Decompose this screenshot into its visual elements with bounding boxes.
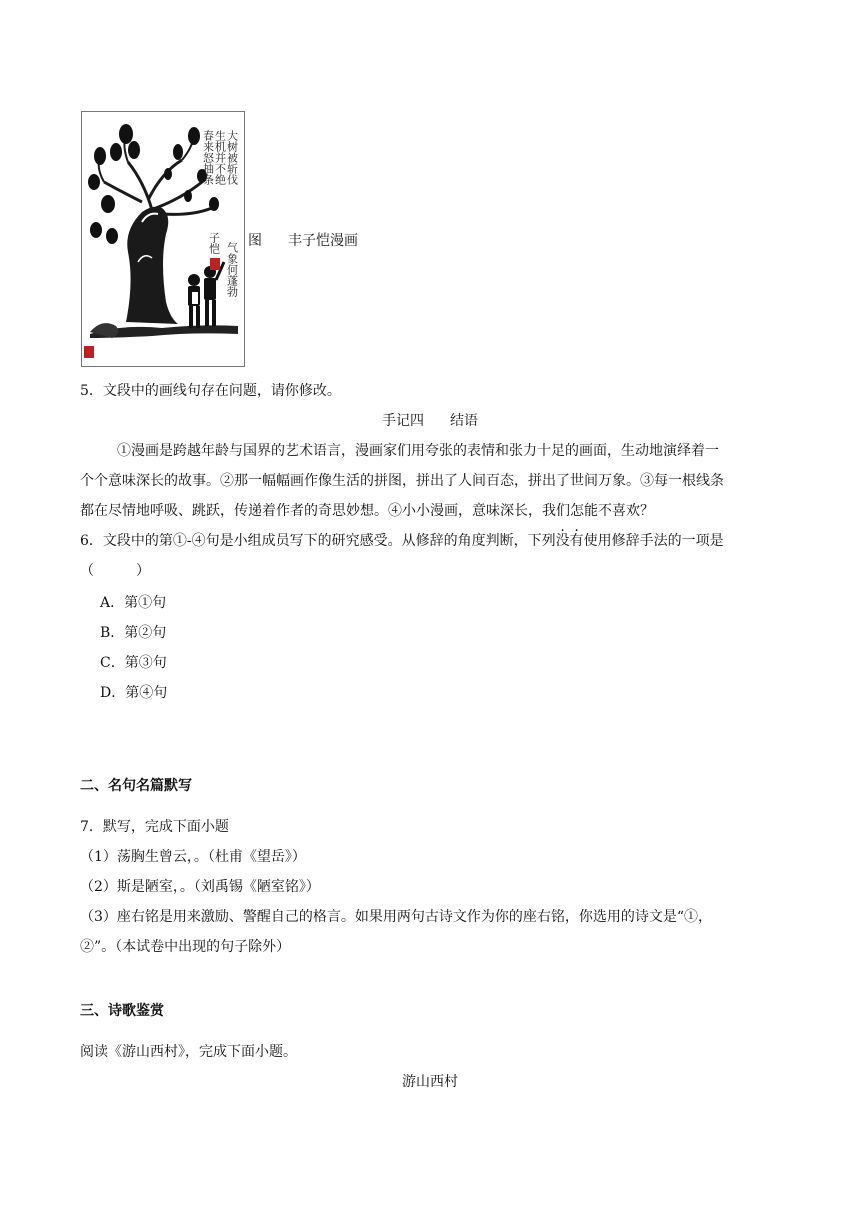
question-6-text-before: 6．文段中的第①-④句是小组成员写下的研究感受。从修辞的角度判断，下列 xyxy=(80,533,556,549)
note4-heading-title: 结语 xyxy=(450,413,478,429)
section-3-title: 三、诗歌鉴赏 xyxy=(80,1003,164,1019)
question-7: 7．默写，完成下面小题 xyxy=(80,819,229,835)
option-c[interactable]: C．第③句 xyxy=(100,655,167,671)
figure-title: 丰子恺漫画 xyxy=(288,233,358,249)
figure-caption xyxy=(248,230,358,250)
feng-zikai-cartoon-image xyxy=(81,111,245,367)
note4-heading-label: 手记四 xyxy=(382,413,424,429)
option-a[interactable]: A．第①句 xyxy=(100,595,167,611)
note4-line-3: 都在尽情地呼吸、跳跃，传递着作者的奇思妙想。④小小漫画，意味深长，我们怎能不喜欢？ xyxy=(80,503,654,519)
answer-paren: （ ） xyxy=(80,563,150,579)
section-3-intro: 阅读《游山西村》，完成下面小题。 xyxy=(80,1044,297,1060)
cartoon-drawing xyxy=(82,112,244,366)
signature-text: 子恺 xyxy=(207,232,221,254)
inscription-column-4: 气象何蓬勃 xyxy=(225,242,239,297)
note4-line-1: ①漫画是跨越年龄与国界的艺术语言，漫画家们用夸张的表情和张力十足的画面，生动地演绎着一 xyxy=(117,443,719,459)
q7-item-3-line-2: ②”。（本试卷中出现的句子除外） xyxy=(80,939,291,955)
question-6-text-after: 使用修辞手法的一项是 xyxy=(583,533,724,549)
q7-item-2: （2）斯是陋室，。（刘禹锡《陋室铭》） xyxy=(80,879,320,895)
emphasis-char-1: 没 xyxy=(555,533,570,549)
q7-item-3-line-1: （3）座右铭是用来激励、警醒自己的格言。如果用两句古诗文作为你的座右铭，你选用的诗文是“①， xyxy=(80,909,713,925)
q7-item-1: （1）荡胸生曾云，。（杜甫《望岳》） xyxy=(80,849,306,865)
question-6 xyxy=(80,530,724,550)
inscription-column-2: 生机并不绝 xyxy=(213,130,227,185)
question-5: 5．文段中的画线句存在问题，请你修改。 xyxy=(80,383,341,399)
option-d[interactable]: D．第④句 xyxy=(100,685,168,701)
emphasis-char-2: 有 xyxy=(569,533,584,549)
option-b[interactable]: B．第②句 xyxy=(100,625,167,641)
poem-title: 游山西村 xyxy=(402,1074,458,1090)
section-2-title: 二、名句名篇默写 xyxy=(80,778,192,794)
note4-line-2: 个个意味深长的故事。②那一幅幅画作像生活的拼图，拼出了人间百态，拼出了世间万象。③每一根线条 xyxy=(80,473,724,489)
note4-heading xyxy=(0,410,860,430)
inscription-column-1: 大树被斩伐 xyxy=(225,130,239,185)
inscription-column-3: 春来怒抽条 xyxy=(201,130,215,185)
figure-label: 图 xyxy=(248,233,262,249)
